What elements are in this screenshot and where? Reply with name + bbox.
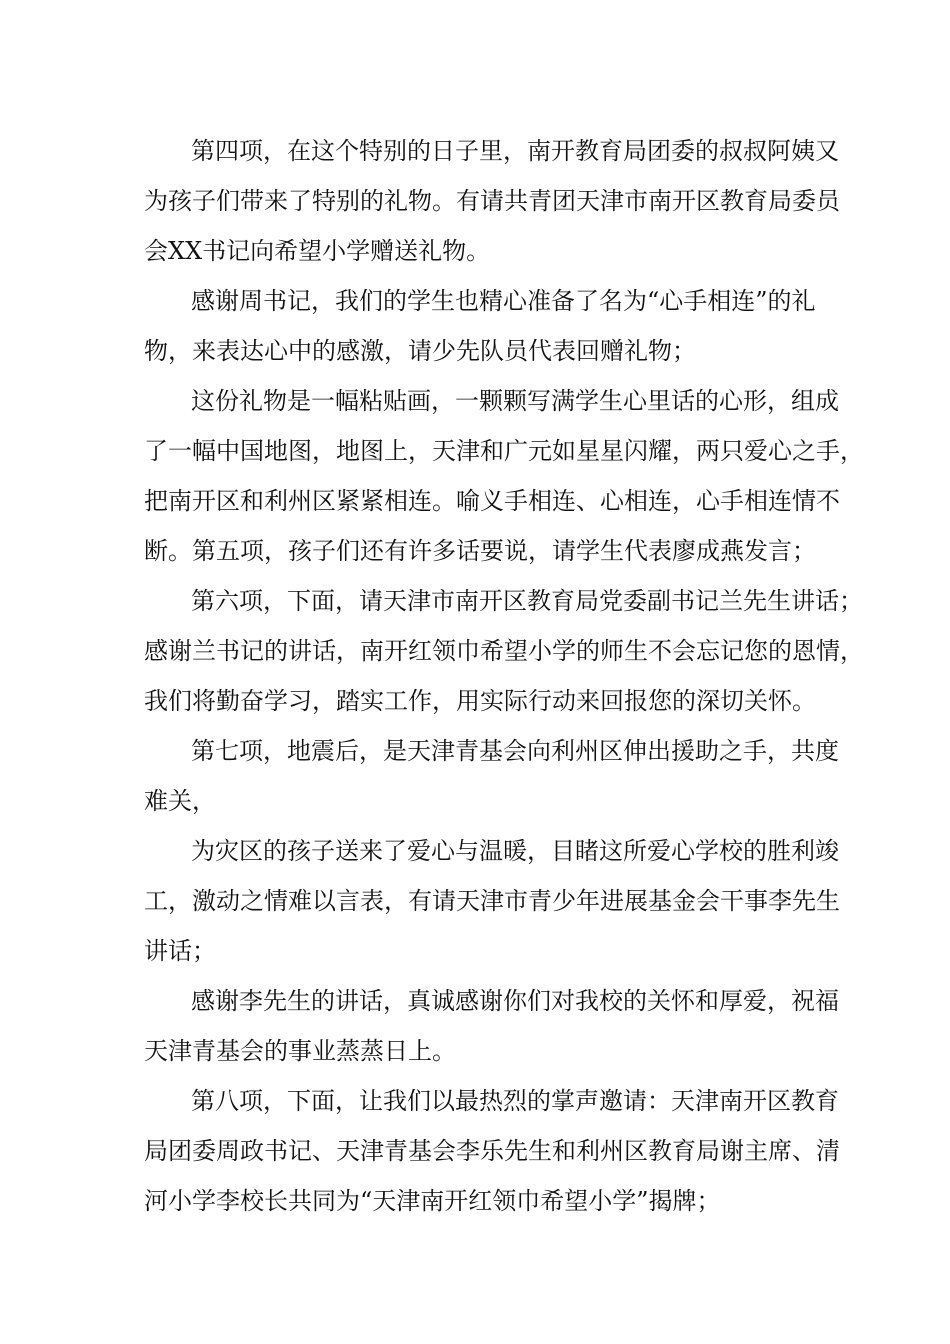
text-line: 河小学李校长共同为“天津南开红领巾希望小学”揭牌；	[144, 1187, 721, 1215]
text-line: 为灾区的孩子送来了爱心与温暖，目睹这所爱心学校的胜利竣	[191, 837, 839, 865]
text-line: 难关，	[144, 787, 216, 815]
text-line: 物，来表达心中的感激，请少先队员代表回赠礼物；	[144, 337, 696, 365]
text-line: 第六项，下面，请天津市南开区教育局党委副书记兰先生讲话；	[191, 587, 863, 615]
text-line: 断。第五项，孩子们还有许多话要说，请学生代表廖成燕发言；	[144, 537, 816, 565]
paragraph-item-8	[144, 1076, 840, 1226]
paragraph-item-4	[144, 126, 840, 276]
text-line: 会XX书记向希望小学赠送礼物。	[144, 237, 491, 265]
document-body	[144, 126, 864, 1226]
text-line: 我们将勤奋学习，踏实工作，用实际行动来回报您的深切关怀。	[144, 687, 816, 715]
paragraph-thanks-li	[144, 976, 839, 1076]
paragraph-thanks-zhou	[144, 276, 830, 376]
text-line: 感谢李先生的讲话，真诚感谢你们对我校的关怀和厚爱，祝福	[191, 987, 839, 1015]
text-line: 局团委周政书记、天津青基会李乐先生和利州区教育局谢主席、清	[144, 1137, 840, 1165]
text-line: 感谢兰书记的讲话，南开红领巾希望小学的师生不会忘记您的恩情，	[144, 637, 864, 665]
text-line: 把南开区和利州区紧紧相连。喻义手相连、心相连，心手相连情不	[144, 487, 840, 515]
paragraph-gift-description	[144, 376, 864, 576]
text-line: 为孩子们带来了特别的礼物。有请共青团天津市南开区教育局委员	[144, 187, 840, 215]
paragraph-item-6	[144, 576, 864, 726]
paragraph-disaster-area	[144, 826, 840, 976]
text-line: 天津青基会的事业蒸蒸日上。	[144, 1037, 456, 1065]
text-line: 讲话；	[144, 937, 216, 965]
text-line: 了一幅中国地图，地图上，天津和广元如星星闪耀，两只爱心之手，	[144, 437, 864, 465]
text-line: 第四项，在这个特别的日子里，南开教育局团委的叔叔阿姨又	[191, 137, 839, 165]
text-line: 这份礼物是一幅粘贴画，一颗颗写满学生心里话的心形，组成	[191, 387, 839, 415]
paragraph-item-7	[144, 726, 839, 826]
text-line: 感谢周书记，我们的学生也精心准备了名为“心手相连”的礼	[191, 287, 816, 315]
text-line: 第八项，下面，让我们以最热烈的掌声邀请：天津南开区教育	[191, 1087, 839, 1115]
text-line: 工，激动之情难以言表，有请天津市青少年进展基金会干事李先生	[144, 887, 840, 915]
text-line: 第七项，地震后，是天津青基会向利州区伸出援助之手，共度	[191, 737, 839, 765]
